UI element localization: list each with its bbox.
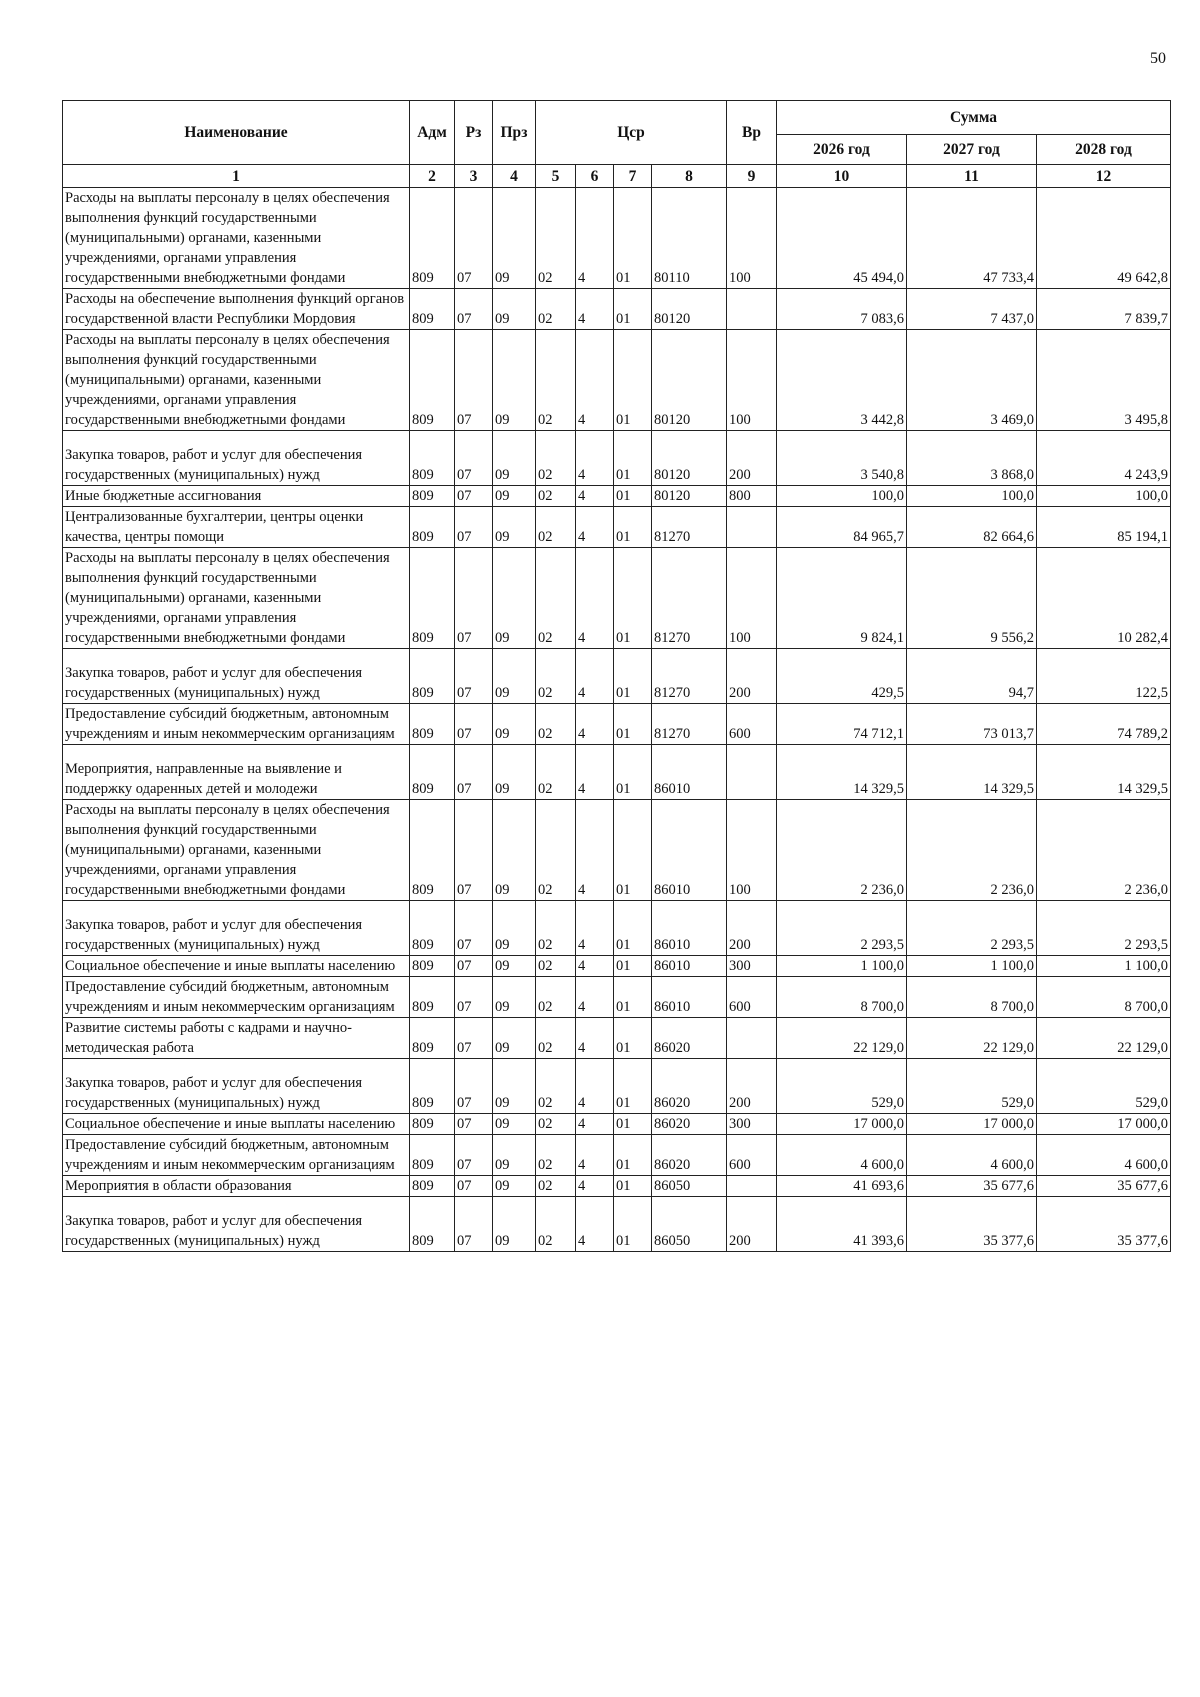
- row-prz: 09: [493, 486, 536, 507]
- row-csr-5: 02: [536, 1018, 576, 1059]
- row-sum-2026: 3 442,8: [777, 330, 907, 431]
- row-vr: 100: [727, 330, 777, 431]
- row-csr-7: 01: [614, 901, 652, 956]
- row-sum-2028: 4 243,9: [1037, 431, 1171, 486]
- row-sum-2028: 22 129,0: [1037, 1018, 1171, 1059]
- row-vr: [727, 1018, 777, 1059]
- row-name: Закупка товаров, работ и услуг для обеспечения государственных (муниципальных) нужд: [63, 431, 410, 486]
- row-name: Мероприятия, направленные на выявление и поддержку одаренных детей и молодежи: [63, 745, 410, 800]
- row-prz: 09: [493, 1018, 536, 1059]
- row-rz: 07: [455, 330, 493, 431]
- row-sum-2026: 2 293,5: [777, 901, 907, 956]
- row-sum-2027: 14 329,5: [907, 745, 1037, 800]
- row-rz: 07: [455, 977, 493, 1018]
- row-sum-2026: 8 700,0: [777, 977, 907, 1018]
- row-csr-7: 01: [614, 188, 652, 289]
- row-vr: 200: [727, 1059, 777, 1114]
- row-csr-7: 01: [614, 1176, 652, 1197]
- row-name: Предоставление субсидий бюджетным, автономным учреждениям и иным некоммерческим организациям: [63, 704, 410, 745]
- column-numbers-row: [63, 165, 1171, 188]
- budget-table: [62, 100, 1171, 1252]
- row-csr-5: 02: [536, 548, 576, 649]
- row-csr-8: 81270: [652, 704, 727, 745]
- row-adm: 809: [410, 901, 455, 956]
- row-prz: 09: [493, 1135, 536, 1176]
- row-csr-6: 4: [576, 901, 614, 956]
- row-rz: 07: [455, 548, 493, 649]
- row-sum-2026: 100,0: [777, 486, 907, 507]
- row-sum-2028: 85 194,1: [1037, 507, 1171, 548]
- row-sum-2027: 7 437,0: [907, 289, 1037, 330]
- col-number: 3: [455, 165, 493, 188]
- row-adm: 809: [410, 486, 455, 507]
- row-sum-2026: 22 129,0: [777, 1018, 907, 1059]
- row-sum-2027: 9 556,2: [907, 548, 1037, 649]
- row-vr: [727, 289, 777, 330]
- row-rz: 07: [455, 704, 493, 745]
- row-csr-8: 86020: [652, 1135, 727, 1176]
- row-csr-8: 86050: [652, 1176, 727, 1197]
- row-vr: 200: [727, 649, 777, 704]
- row-sum-2027: 2 293,5: [907, 901, 1037, 956]
- row-csr-8: 86010: [652, 901, 727, 956]
- row-csr-5: 02: [536, 330, 576, 431]
- row-csr-6: 4: [576, 800, 614, 901]
- header-name: Наименование: [63, 101, 410, 165]
- row-adm: 809: [410, 1059, 455, 1114]
- row-sum-2028: 17 000,0: [1037, 1114, 1171, 1135]
- row-csr-7: 01: [614, 800, 652, 901]
- row-csr-6: 4: [576, 956, 614, 977]
- row-rz: 07: [455, 1059, 493, 1114]
- row-sum-2027: 35 377,6: [907, 1197, 1037, 1252]
- row-csr-5: 02: [536, 1197, 576, 1252]
- row-name: Закупка товаров, работ и услуг для обеспечения государственных (муниципальных) нужд: [63, 1197, 410, 1252]
- row-csr-6: 4: [576, 1176, 614, 1197]
- header-csr: Цср: [536, 101, 727, 165]
- row-csr-8: 86020: [652, 1059, 727, 1114]
- row-csr-5: 02: [536, 1114, 576, 1135]
- row-sum-2028: 74 789,2: [1037, 704, 1171, 745]
- row-sum-2026: 17 000,0: [777, 1114, 907, 1135]
- row-sum-2027: 4 600,0: [907, 1135, 1037, 1176]
- row-prz: 09: [493, 800, 536, 901]
- row-csr-7: 01: [614, 330, 652, 431]
- row-sum-2028: 122,5: [1037, 649, 1171, 704]
- row-name: Расходы на выплаты персоналу в целях обеспечения выполнения функций государственными (муниципальными) органами, казенными учреждениями, органами управления государственными внебюджетными фондами: [63, 800, 410, 901]
- row-name: Централизованные бухгалтерии, центры оценки качества, центры помощи: [63, 507, 410, 548]
- table-row: [63, 486, 1171, 507]
- row-adm: 809: [410, 507, 455, 548]
- col-number: 4: [493, 165, 536, 188]
- row-prz: 09: [493, 1197, 536, 1252]
- row-csr-5: 02: [536, 704, 576, 745]
- row-rz: 07: [455, 1114, 493, 1135]
- row-sum-2027: 47 733,4: [907, 188, 1037, 289]
- row-name: Иные бюджетные ассигнования: [63, 486, 410, 507]
- header-sum: Сумма: [777, 101, 1171, 135]
- col-number: 9: [727, 165, 777, 188]
- row-csr-6: 4: [576, 548, 614, 649]
- row-rz: 07: [455, 188, 493, 289]
- row-sum-2027: 3 868,0: [907, 431, 1037, 486]
- row-sum-2027: 35 677,6: [907, 1176, 1037, 1197]
- row-csr-7: 01: [614, 431, 652, 486]
- row-csr-6: 4: [576, 1018, 614, 1059]
- row-sum-2027: 1 100,0: [907, 956, 1037, 977]
- row-name: Закупка товаров, работ и услуг для обеспечения государственных (муниципальных) нужд: [63, 649, 410, 704]
- row-rz: 07: [455, 486, 493, 507]
- row-sum-2027: 2 236,0: [907, 800, 1037, 901]
- row-csr-7: 01: [614, 1197, 652, 1252]
- row-rz: 07: [455, 745, 493, 800]
- row-vr: 800: [727, 486, 777, 507]
- row-sum-2026: 7 083,6: [777, 289, 907, 330]
- row-csr-8: 81270: [652, 649, 727, 704]
- page-number: 50: [1150, 50, 1166, 67]
- table-row: [63, 977, 1171, 1018]
- row-vr: 200: [727, 901, 777, 956]
- row-csr-5: 02: [536, 901, 576, 956]
- row-csr-6: 4: [576, 1135, 614, 1176]
- row-prz: 09: [493, 1114, 536, 1135]
- row-prz: 09: [493, 548, 536, 649]
- row-prz: 09: [493, 1059, 536, 1114]
- row-adm: 809: [410, 1114, 455, 1135]
- row-sum-2028: 3 495,8: [1037, 330, 1171, 431]
- row-adm: 809: [410, 1176, 455, 1197]
- row-name: Социальное обеспечение и иные выплаты населению: [63, 1114, 410, 1135]
- row-rz: 07: [455, 1176, 493, 1197]
- row-csr-5: 02: [536, 486, 576, 507]
- row-sum-2027: 82 664,6: [907, 507, 1037, 548]
- row-adm: 809: [410, 330, 455, 431]
- row-csr-6: 4: [576, 486, 614, 507]
- row-csr-6: 4: [576, 704, 614, 745]
- row-csr-8: 86010: [652, 800, 727, 901]
- row-prz: 09: [493, 188, 536, 289]
- row-vr: 600: [727, 1135, 777, 1176]
- header-adm: Адм: [410, 101, 455, 165]
- row-sum-2026: 429,5: [777, 649, 907, 704]
- row-csr-6: 4: [576, 1114, 614, 1135]
- row-csr-5: 02: [536, 1135, 576, 1176]
- row-csr-6: 4: [576, 289, 614, 330]
- header-rz: Рз: [455, 101, 493, 165]
- row-vr: 300: [727, 956, 777, 977]
- row-sum-2026: 2 236,0: [777, 800, 907, 901]
- row-sum-2027: 73 013,7: [907, 704, 1037, 745]
- table-row: [63, 188, 1171, 289]
- row-vr: 100: [727, 188, 777, 289]
- row-sum-2026: 1 100,0: [777, 956, 907, 977]
- row-csr-5: 02: [536, 289, 576, 330]
- row-csr-7: 01: [614, 507, 652, 548]
- row-sum-2027: 94,7: [907, 649, 1037, 704]
- row-sum-2028: 14 329,5: [1037, 745, 1171, 800]
- row-sum-2028: 10 282,4: [1037, 548, 1171, 649]
- row-sum-2026: 41 693,6: [777, 1176, 907, 1197]
- row-csr-6: 4: [576, 188, 614, 289]
- row-rz: 07: [455, 956, 493, 977]
- row-prz: 09: [493, 745, 536, 800]
- row-csr-5: 02: [536, 507, 576, 548]
- row-sum-2026: 4 600,0: [777, 1135, 907, 1176]
- row-sum-2026: 41 393,6: [777, 1197, 907, 1252]
- col-number: 2: [410, 165, 455, 188]
- row-sum-2026: 14 329,5: [777, 745, 907, 800]
- row-vr: 600: [727, 977, 777, 1018]
- row-name: Развитие системы работы с кадрами и научно-методическая работа: [63, 1018, 410, 1059]
- table-row: [63, 1135, 1171, 1176]
- row-sum-2027: 3 469,0: [907, 330, 1037, 431]
- row-name: Расходы на выплаты персоналу в целях обеспечения выполнения функций государственными (муниципальными) органами, казенными учреждениями, органами управления государственными внебюджетными фондами: [63, 330, 410, 431]
- row-name: Мероприятия в области образования: [63, 1176, 410, 1197]
- table-row: [63, 1114, 1171, 1135]
- col-number: 8: [652, 165, 727, 188]
- row-name: Предоставление субсидий бюджетным, автономным учреждениям и иным некоммерческим организациям: [63, 1135, 410, 1176]
- row-name: Социальное обеспечение и иные выплаты населению: [63, 956, 410, 977]
- header-year-2026: 2026 год: [777, 135, 907, 165]
- table-row: [63, 507, 1171, 548]
- row-adm: 809: [410, 1197, 455, 1252]
- row-csr-5: 02: [536, 800, 576, 901]
- row-csr-8: 86010: [652, 745, 727, 800]
- row-csr-5: 02: [536, 1176, 576, 1197]
- row-adm: 809: [410, 1135, 455, 1176]
- row-adm: 809: [410, 548, 455, 649]
- row-prz: 09: [493, 507, 536, 548]
- row-sum-2026: 84 965,7: [777, 507, 907, 548]
- row-name: Закупка товаров, работ и услуг для обеспечения государственных (муниципальных) нужд: [63, 901, 410, 956]
- row-csr-5: 02: [536, 977, 576, 1018]
- row-sum-2027: 529,0: [907, 1059, 1037, 1114]
- table-row: [63, 1018, 1171, 1059]
- col-number: 10: [777, 165, 907, 188]
- row-csr-7: 01: [614, 704, 652, 745]
- row-sum-2028: 8 700,0: [1037, 977, 1171, 1018]
- header-year-2027: 2027 год: [907, 135, 1037, 165]
- row-csr-7: 01: [614, 956, 652, 977]
- col-number: 11: [907, 165, 1037, 188]
- row-name: Расходы на выплаты персоналу в целях обеспечения выполнения функций государственными (муниципальными) органами, казенными учреждениями, органами управления государственными внебюджетными фондами: [63, 188, 410, 289]
- row-rz: 07: [455, 289, 493, 330]
- row-csr-5: 02: [536, 431, 576, 486]
- row-csr-8: 80120: [652, 486, 727, 507]
- row-csr-8: 86050: [652, 1197, 727, 1252]
- row-sum-2028: 100,0: [1037, 486, 1171, 507]
- row-sum-2026: 74 712,1: [777, 704, 907, 745]
- row-csr-6: 4: [576, 1059, 614, 1114]
- row-rz: 07: [455, 1197, 493, 1252]
- row-sum-2026: 9 824,1: [777, 548, 907, 649]
- row-rz: 07: [455, 431, 493, 486]
- row-csr-6: 4: [576, 330, 614, 431]
- row-adm: 809: [410, 289, 455, 330]
- row-sum-2027: 22 129,0: [907, 1018, 1037, 1059]
- row-prz: 09: [493, 956, 536, 977]
- row-csr-7: 01: [614, 1059, 652, 1114]
- row-sum-2028: 2 236,0: [1037, 800, 1171, 901]
- row-csr-6: 4: [576, 745, 614, 800]
- col-number: 7: [614, 165, 652, 188]
- row-adm: 809: [410, 800, 455, 901]
- table-row: [63, 1176, 1171, 1197]
- row-csr-7: 01: [614, 289, 652, 330]
- row-csr-7: 01: [614, 548, 652, 649]
- table-row: [63, 649, 1171, 704]
- table-row: [63, 901, 1171, 956]
- table-row: [63, 548, 1171, 649]
- row-prz: 09: [493, 901, 536, 956]
- row-sum-2028: 529,0: [1037, 1059, 1171, 1114]
- row-prz: 09: [493, 431, 536, 486]
- table-body: [63, 188, 1171, 1252]
- row-rz: 07: [455, 649, 493, 704]
- table-row: [63, 330, 1171, 431]
- row-csr-8: 80110: [652, 188, 727, 289]
- row-adm: 809: [410, 649, 455, 704]
- row-sum-2028: 35 677,6: [1037, 1176, 1171, 1197]
- row-prz: 09: [493, 289, 536, 330]
- table-row: [63, 1197, 1171, 1252]
- row-name: Расходы на обеспечение выполнения функций органов государственной власти Республики Мордовия: [63, 289, 410, 330]
- row-sum-2027: 8 700,0: [907, 977, 1037, 1018]
- table-row: [63, 1059, 1171, 1114]
- row-prz: 09: [493, 330, 536, 431]
- row-vr: [727, 507, 777, 548]
- row-sum-2028: 2 293,5: [1037, 901, 1171, 956]
- row-prz: 09: [493, 649, 536, 704]
- row-csr-6: 4: [576, 431, 614, 486]
- header-vr: Вр: [727, 101, 777, 165]
- row-csr-8: 80120: [652, 330, 727, 431]
- row-adm: 809: [410, 977, 455, 1018]
- col-number: 12: [1037, 165, 1171, 188]
- row-csr-5: 02: [536, 188, 576, 289]
- row-vr: [727, 1176, 777, 1197]
- row-sum-2026: 45 494,0: [777, 188, 907, 289]
- row-csr-7: 01: [614, 1018, 652, 1059]
- header-year-2028: 2028 год: [1037, 135, 1171, 165]
- row-vr: 200: [727, 431, 777, 486]
- table-row: [63, 289, 1171, 330]
- row-vr: 200: [727, 1197, 777, 1252]
- row-sum-2027: 17 000,0: [907, 1114, 1037, 1135]
- row-sum-2026: 3 540,8: [777, 431, 907, 486]
- row-csr-6: 4: [576, 507, 614, 548]
- row-vr: 100: [727, 800, 777, 901]
- header-prz: Прз: [493, 101, 536, 165]
- col-number: 6: [576, 165, 614, 188]
- row-rz: 07: [455, 901, 493, 956]
- row-name: Расходы на выплаты персоналу в целях обеспечения выполнения функций государственными (муниципальными) органами, казенными учреждениями, органами управления государственными внебюджетными фондами: [63, 548, 410, 649]
- row-sum-2026: 529,0: [777, 1059, 907, 1114]
- row-vr: 300: [727, 1114, 777, 1135]
- row-csr-8: 86020: [652, 1018, 727, 1059]
- row-prz: 09: [493, 704, 536, 745]
- row-sum-2028: 35 377,6: [1037, 1197, 1171, 1252]
- row-csr-8: 80120: [652, 289, 727, 330]
- row-sum-2027: 100,0: [907, 486, 1037, 507]
- row-csr-5: 02: [536, 1059, 576, 1114]
- row-adm: 809: [410, 956, 455, 977]
- row-rz: 07: [455, 800, 493, 901]
- row-adm: 809: [410, 1018, 455, 1059]
- row-csr-7: 01: [614, 649, 652, 704]
- table-row: [63, 431, 1171, 486]
- row-name: Предоставление субсидий бюджетным, автономным учреждениям и иным некоммерческим организациям: [63, 977, 410, 1018]
- row-csr-8: 80120: [652, 431, 727, 486]
- table-row: [63, 956, 1171, 977]
- row-csr-7: 01: [614, 1114, 652, 1135]
- row-csr-6: 4: [576, 1197, 614, 1252]
- row-adm: 809: [410, 188, 455, 289]
- row-sum-2028: 1 100,0: [1037, 956, 1171, 977]
- row-vr: 600: [727, 704, 777, 745]
- row-vr: [727, 745, 777, 800]
- row-csr-5: 02: [536, 745, 576, 800]
- row-vr: 100: [727, 548, 777, 649]
- row-sum-2028: 4 600,0: [1037, 1135, 1171, 1176]
- row-prz: 09: [493, 977, 536, 1018]
- row-csr-8: 86010: [652, 977, 727, 1018]
- col-number: 5: [536, 165, 576, 188]
- table-row: [63, 800, 1171, 901]
- row-adm: 809: [410, 704, 455, 745]
- row-name: Закупка товаров, работ и услуг для обеспечения государственных (муниципальных) нужд: [63, 1059, 410, 1114]
- row-csr-7: 01: [614, 1135, 652, 1176]
- row-csr-7: 01: [614, 745, 652, 800]
- row-csr-6: 4: [576, 649, 614, 704]
- row-csr-7: 01: [614, 977, 652, 1018]
- row-adm: 809: [410, 745, 455, 800]
- row-sum-2028: 49 642,8: [1037, 188, 1171, 289]
- row-csr-8: 86020: [652, 1114, 727, 1135]
- row-csr-7: 01: [614, 486, 652, 507]
- row-csr-8: 86010: [652, 956, 727, 977]
- col-number: 1: [63, 165, 410, 188]
- row-prz: 09: [493, 1176, 536, 1197]
- row-adm: 809: [410, 431, 455, 486]
- row-sum-2028: 7 839,7: [1037, 289, 1171, 330]
- table-row: [63, 745, 1171, 800]
- row-rz: 07: [455, 1018, 493, 1059]
- row-csr-8: 81270: [652, 548, 727, 649]
- row-csr-5: 02: [536, 956, 576, 977]
- row-rz: 07: [455, 507, 493, 548]
- row-rz: 07: [455, 1135, 493, 1176]
- table-row: [63, 704, 1171, 745]
- row-csr-5: 02: [536, 649, 576, 704]
- row-csr-6: 4: [576, 977, 614, 1018]
- row-csr-8: 81270: [652, 507, 727, 548]
